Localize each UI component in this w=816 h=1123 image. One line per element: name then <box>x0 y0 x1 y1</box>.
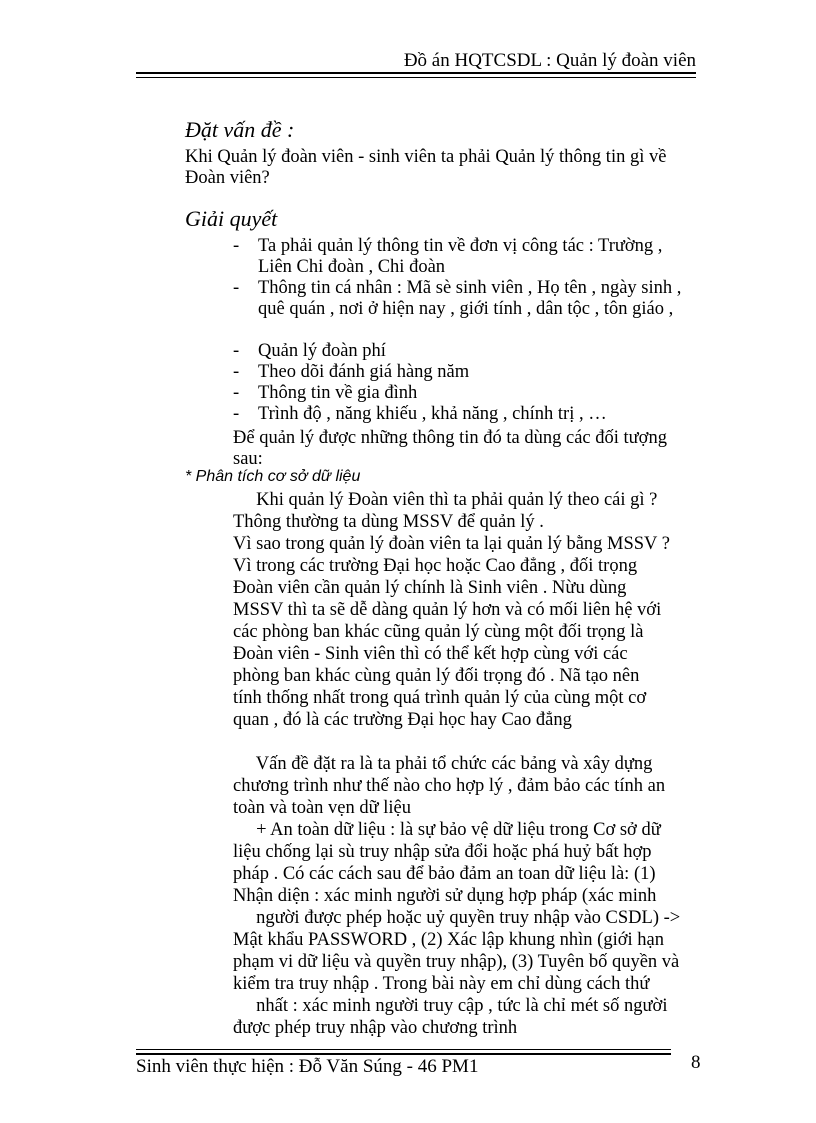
bullet-marker: - <box>233 362 240 382</box>
paragraph-line: Vì trong các trường Đại học hoặc Cao đẳng , đối trọng <box>233 556 638 576</box>
paragraph-line: chương trình như thế nào cho hợp lý , đảm bảo các tính an <box>233 776 666 796</box>
paragraph-line: liệu chống lại sù truy nhập sửa đổi hoặc phá huỷ bất hợp <box>233 842 652 862</box>
paragraph-line: Thông thường ta dùng MSSV để quản lý . <box>233 512 544 532</box>
paragraph-line: Nhận diện : xác minh người sử dụng hợp pháp (xác minh <box>233 886 657 906</box>
page-header-title: Đồ án HQTCSDL : Quản lý đoàn viên <box>403 50 696 71</box>
list-item: Ta phải quản lý thông tin về đơn vị công tác : Trường , Liên Chi đoàn , Chi đoàn <box>258 236 663 277</box>
list-item: Quản lý đoàn phí <box>258 341 386 361</box>
paragraph-line: Mật khẩu PASSWORD , (2) Xác lập khung nhìn (giới hạn <box>233 930 664 950</box>
paragraph-line: Vì sao trong quản lý đoàn viên ta lại quản lý bằng MSSV ? <box>233 534 670 554</box>
paragraph-line: nhất : xác minh người truy cập , tức là chỉ mét số người <box>233 996 668 1016</box>
paragraph-line: Đoàn viên cần quản lý chính là Sinh viên . Nừu dùng <box>233 578 627 598</box>
footer-rule-thick <box>136 1053 671 1055</box>
paragraph-line: toàn và toàn vẹn dữ liệu <box>233 798 412 818</box>
list-item: Thông tin về gia đình <box>258 383 418 403</box>
analysis-subheading: * Phân tích cơ sở dữ liệu <box>185 468 361 485</box>
solution-conclusion-line-1: Để quản lý được những thông tin đó ta dùng các đối tượng <box>233 428 667 448</box>
paragraph-line: quan , đó là các trường Đại học hay Cao đẳng <box>233 710 572 730</box>
header-rule-thin <box>136 77 696 78</box>
list-item: Thông tin cá nhân : Mã sè sinh viên , Họ tên , ngày sinh , quê quán , nơi ở hiện nay , giới tính , dân tộc , tôn giáo , <box>258 278 682 319</box>
problem-heading: Đặt vấn đề : <box>185 117 295 142</box>
paragraph-line: Khi quản lý Đoàn viên thì ta phải quản lý theo cái gì ? <box>233 490 658 510</box>
paragraph-line: các phòng ban khác cũng quản lý cùng một đối trọng là <box>233 622 644 642</box>
solution-heading: Giải quyết <box>185 206 278 231</box>
paragraph-line: người được phép hoặc uỷ quyền truy nhập vào CSDL) -> <box>233 908 681 928</box>
bullet-marker: - <box>233 236 240 256</box>
paragraph-line: pháp . Có các cách sau để bảo đảm an toan dữ liệu là: (1) <box>233 864 656 884</box>
bullet-marker: - <box>233 404 240 424</box>
bullet-marker: - <box>233 383 240 403</box>
list-item: Theo dõi đánh giá hàng năm <box>258 362 470 382</box>
paragraph-line: phòng ban khác cùng quản lý đối trọng đó . Nã tạo nên <box>233 666 640 686</box>
footer-rule-thin <box>136 1049 671 1050</box>
bullet-marker: - <box>233 278 240 298</box>
page-number: 8 <box>691 1052 701 1073</box>
solution-conclusion-line-2: sau: <box>233 449 263 469</box>
problem-line-1: Khi Quản lý đoàn viên - sinh viên ta phải Quản lý thông tin gì về <box>185 147 667 167</box>
list-item: Trình độ , năng khiếu , khả năng , chính trị , … <box>258 404 607 424</box>
paragraph-line: Đoàn viên - Sinh viên thì có thể kết hợp cùng với các <box>233 644 628 664</box>
paragraph-line: tính thống nhất trong quá trình quản lý của cùng một cơ <box>233 688 647 708</box>
paragraph-line: được phép truy nhập vào chương trình <box>233 1018 518 1038</box>
paragraph-line: kiểm tra truy nhập . Trong bài này em chỉ dùng cách thứ <box>233 974 650 994</box>
problem-line-2: Đoàn viên? <box>185 168 270 188</box>
paragraph-line: + An toàn dữ liệu : là sự bảo vệ dữ liệu trong Cơ sở dữ <box>233 820 661 840</box>
header-rule-thick <box>136 72 696 74</box>
bullet-marker: - <box>233 341 240 361</box>
footer-author: Sinh viên thực hiện : Đỗ Văn Súng - 46 PM1 <box>136 1056 479 1077</box>
paragraph-line: MSSV thì ta sẽ dễ dàng quản lý hơn và có mối liên hệ với <box>233 600 662 620</box>
paragraph-line: Vấn đề đặt ra là ta phải tổ chức các bảng và xây dựng <box>233 754 653 774</box>
paragraph-line: phạm vi dữ liệu và quyền truy nhập), (3) Tuyên bố quyền và <box>233 952 680 972</box>
